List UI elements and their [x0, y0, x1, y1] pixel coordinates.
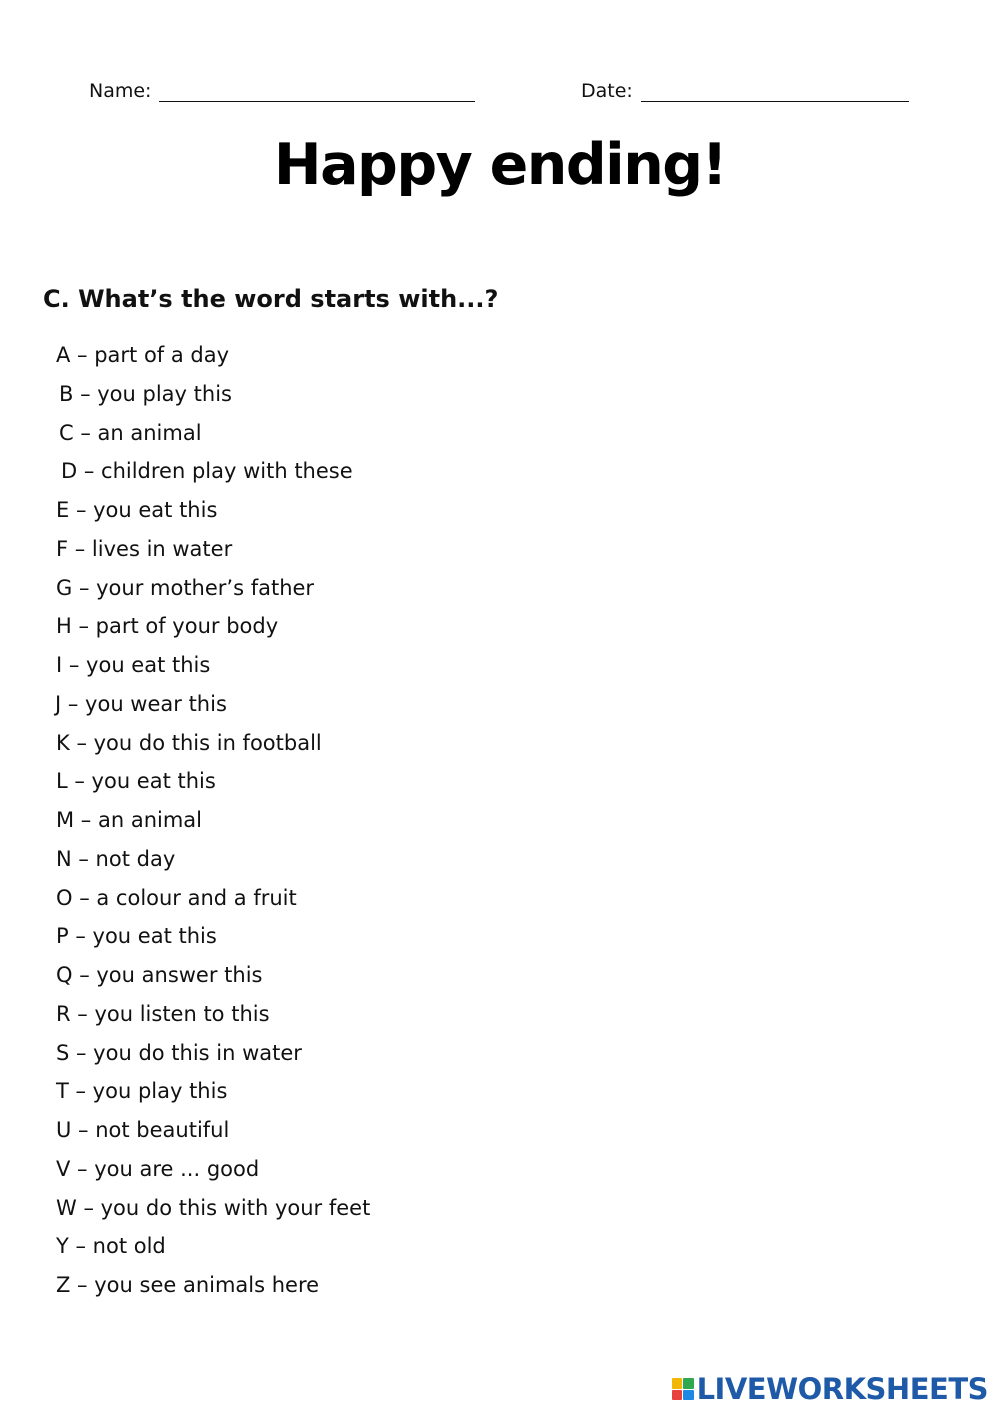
date-label: Date:: [581, 80, 633, 102]
clue-item: W – you do this with your feet: [56, 1195, 371, 1220]
liveworksheets-logo-icon: [672, 1378, 694, 1400]
clue-item: U – not beautiful: [56, 1118, 230, 1142]
section-heading: C. What’s the word starts with...?: [43, 285, 499, 313]
clue-item: D – children play with these: [61, 459, 353, 484]
clue-item: I – you eat this: [56, 653, 211, 677]
date-blank-line[interactable]: [641, 79, 909, 102]
clue-item: T – you play this: [56, 1079, 228, 1104]
name-blank-line[interactable]: [159, 79, 475, 102]
clue-item: V – you are ... good: [56, 1156, 260, 1181]
clue-item: P – you eat this: [56, 924, 217, 949]
clue-item: G – your mother’s father: [56, 575, 315, 600]
clue-item: S – you do this in water: [56, 1040, 302, 1065]
clue-item: H – part of your body: [56, 614, 279, 639]
clue-item: C – an animal: [59, 420, 202, 445]
clue-item: A – part of a day: [56, 343, 230, 367]
clue-item: N – not day: [56, 846, 176, 871]
logo-square: [672, 1378, 683, 1389]
clue-item: Q – you answer this: [56, 963, 263, 987]
clue-item: O – a colour and a fruit: [56, 885, 297, 910]
worksheet-title: Happy ending!: [273, 132, 727, 198]
logo-square: [683, 1390, 694, 1401]
clue-item: L – you eat this: [56, 769, 216, 794]
liveworksheets-brand: [672, 1372, 988, 1406]
clue-item: K – you do this in football: [56, 730, 322, 755]
clue-item: J – you wear this: [55, 691, 227, 716]
name-label: Name:: [89, 80, 152, 102]
logo-square: [672, 1390, 683, 1401]
clue-item: Z – you see animals here: [56, 1273, 320, 1297]
clue-item: F – lives in water: [56, 536, 233, 561]
clue-item: Y – not old: [56, 1234, 166, 1259]
clue-list: [56, 336, 370, 1305]
date-field: [581, 79, 909, 102]
brand-text: LIVEWORKSHEETS: [696, 1372, 988, 1406]
clue-item: R – you listen to this: [56, 1001, 270, 1026]
clue-item: B – you play this: [59, 381, 232, 406]
logo-square: [683, 1378, 694, 1389]
clue-item: E – you eat this: [56, 498, 218, 522]
clue-item: M – an animal: [56, 808, 202, 832]
name-field: [89, 79, 475, 102]
